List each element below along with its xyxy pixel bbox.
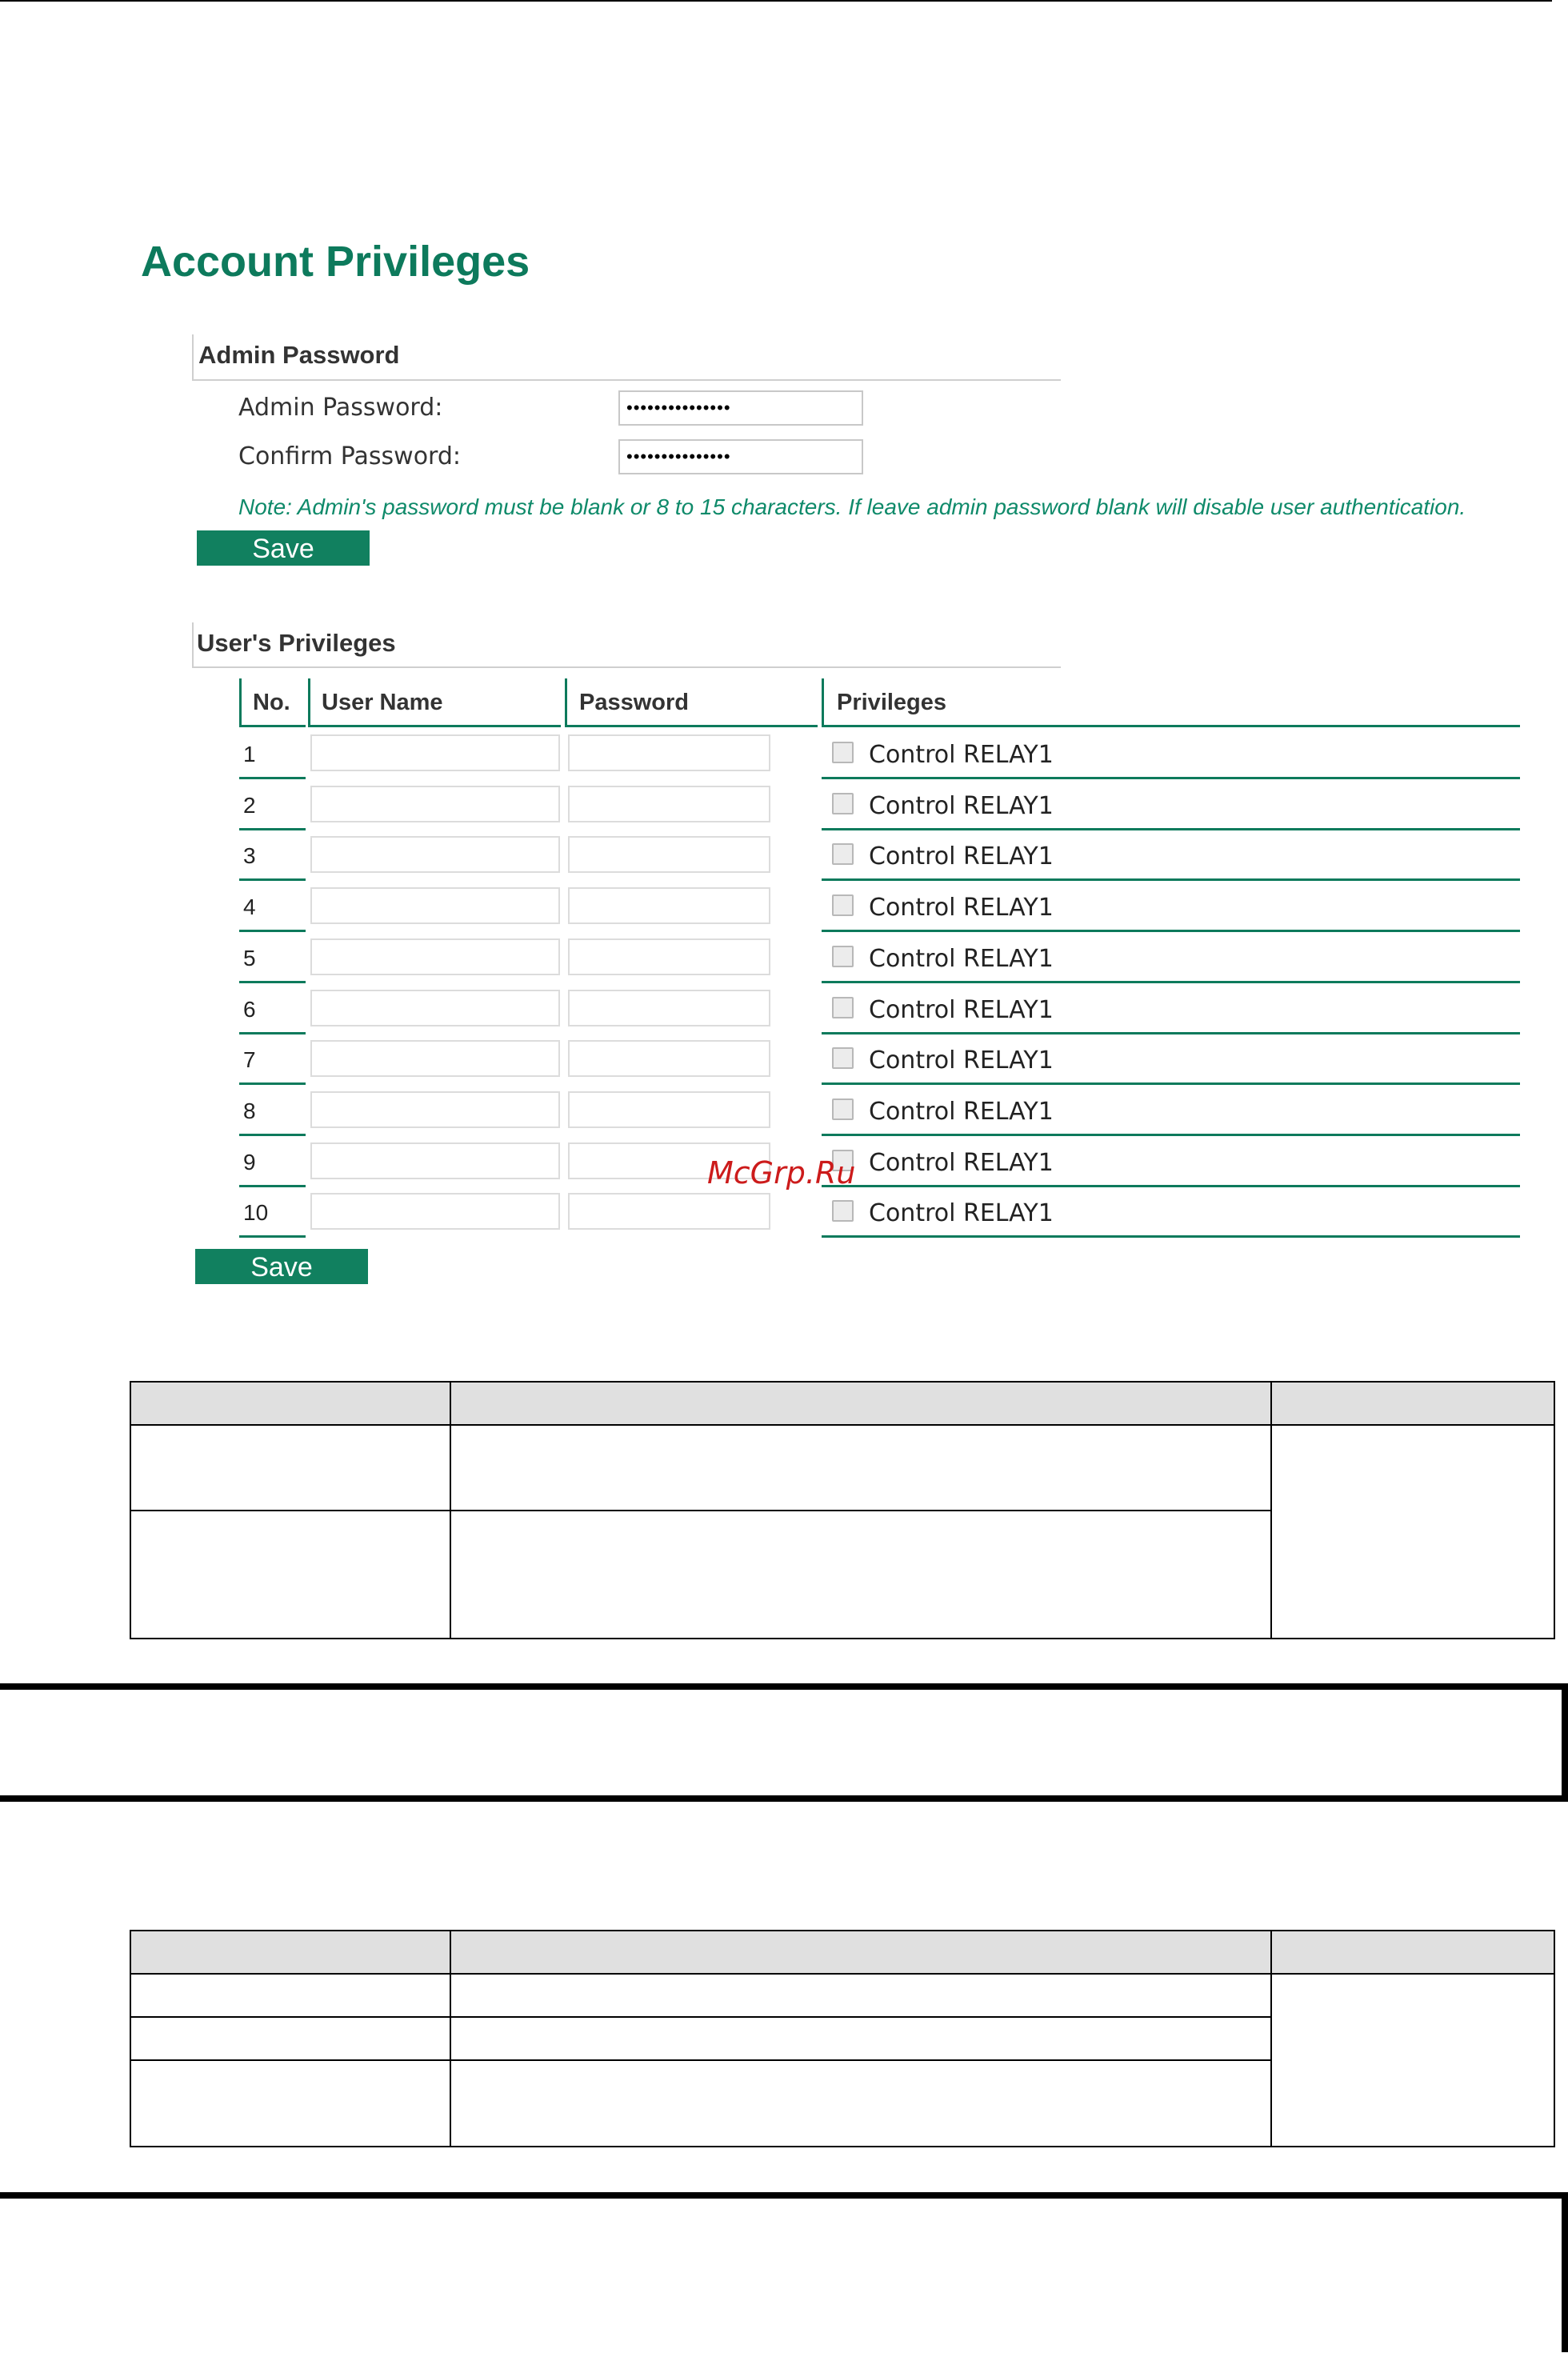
password-input[interactable] (568, 1091, 770, 1128)
privilege-label: Control RELAY1 (869, 944, 1054, 973)
username-input[interactable] (310, 734, 560, 771)
table-cell (130, 2017, 450, 2060)
row-underline-privileges (822, 1134, 1520, 1136)
header-underline-username (308, 725, 561, 727)
password-input[interactable] (568, 786, 770, 822)
document-table-1 (130, 1381, 1555, 1639)
row-underline-privileges (822, 878, 1520, 881)
admin-section-divider (192, 379, 1061, 381)
row-underline-no (239, 1032, 306, 1034)
table-cell (1271, 1931, 1554, 1974)
table-cell (450, 1425, 1271, 1511)
username-input[interactable] (310, 786, 560, 822)
row-number: 1 (243, 742, 256, 766)
header-underline-privileges (822, 725, 1520, 727)
row-underline-no (239, 1082, 306, 1085)
table-cell (130, 2060, 450, 2147)
control-relay-checkbox[interactable] (832, 1098, 854, 1120)
row-underline-privileges (822, 1082, 1520, 1085)
row-underline-no (239, 777, 306, 779)
header-underline-no (239, 725, 306, 727)
admin-save-button[interactable]: Save (197, 530, 370, 566)
watermark: McGrp.Ru (707, 1155, 856, 1191)
header-sep-2 (308, 678, 310, 726)
password-input[interactable] (568, 887, 770, 924)
privilege-label: Control RELAY1 (869, 894, 1054, 922)
row-number: 7 (243, 1047, 256, 1073)
table-cell (450, 1511, 1271, 1639)
row-number: 6 (243, 996, 256, 1022)
control-relay-checkbox[interactable] (832, 997, 854, 1018)
row-underline-no (239, 1235, 306, 1238)
password-input[interactable] (568, 734, 770, 771)
control-relay-checkbox[interactable] (832, 793, 854, 814)
table-cell (130, 1931, 450, 1974)
privilege-label: Control RELAY1 (869, 1097, 1054, 1126)
admin-section-heading: Admin Password (198, 341, 400, 369)
note-box-1 (0, 1683, 1568, 1802)
control-relay-checkbox[interactable] (832, 742, 854, 763)
username-input[interactable] (310, 1091, 560, 1128)
username-input[interactable] (310, 990, 560, 1026)
username-input[interactable] (310, 938, 560, 975)
row-underline-privileges (822, 930, 1520, 932)
password-input[interactable] (568, 1040, 770, 1077)
username-input[interactable] (310, 836, 560, 873)
row-underline-no (239, 1134, 306, 1136)
control-relay-checkbox[interactable] (832, 1200, 854, 1222)
control-relay-checkbox[interactable] (832, 894, 854, 916)
table-cell (450, 2060, 1271, 2147)
table-row (130, 1425, 1554, 1511)
note-box-2 (0, 2192, 1568, 2352)
privilege-label: Control RELAY1 (869, 1199, 1054, 1228)
username-input[interactable] (310, 887, 560, 924)
table-cell (450, 1931, 1271, 1974)
users-section-border (192, 622, 194, 668)
page-title: Account Privileges (141, 238, 530, 286)
table-cell (1271, 1974, 1554, 2147)
privilege-label: Control RELAY1 (869, 741, 1054, 769)
column-header-password: Password (579, 690, 689, 715)
password-input[interactable] (568, 836, 770, 873)
password-input[interactable] (568, 938, 770, 975)
users-save-button[interactable]: Save (195, 1249, 368, 1284)
header-underline-password (565, 725, 818, 727)
row-underline-no (239, 828, 306, 830)
table-row (130, 1931, 1554, 1974)
row-underline-no (239, 1185, 306, 1187)
confirm-password-field[interactable]: ••••••••••••••• (618, 439, 863, 474)
control-relay-checkbox[interactable] (832, 843, 854, 865)
row-underline-privileges (822, 1235, 1520, 1238)
privilege-label: Control RELAY1 (869, 1148, 1054, 1177)
username-input[interactable] (310, 1193, 560, 1230)
row-underline-no (239, 930, 306, 932)
row-number: 10 (243, 1200, 269, 1226)
column-header-no: No. (253, 690, 290, 715)
admin-password-label: Admin Password: (238, 394, 443, 422)
admin-password-note: Note: Admin's password must be blank or 8 to 15 characters. If leave admin password blank will disable user authentication. (238, 494, 1466, 519)
column-header-privileges: Privileges (837, 690, 947, 715)
admin-section-border (192, 334, 194, 381)
confirm-password-label: Confirm Password: (238, 442, 462, 470)
header-sep-1 (239, 678, 242, 726)
row-number: 8 (243, 1098, 256, 1123)
row-underline-no (239, 981, 306, 983)
row-underline-no (239, 878, 306, 881)
row-number: 2 (243, 792, 256, 818)
privilege-label: Control RELAY1 (869, 1046, 1054, 1075)
table-cell (130, 1974, 450, 2017)
header-sep-3 (565, 678, 567, 726)
row-number: 5 (243, 945, 256, 970)
row-underline-privileges (822, 777, 1520, 779)
privilege-label: Control RELAY1 (869, 995, 1054, 1024)
control-relay-checkbox[interactable] (832, 946, 854, 967)
row-underline-privileges (822, 1185, 1520, 1187)
control-relay-checkbox[interactable] (832, 1047, 854, 1069)
table-cell (1271, 1382, 1554, 1425)
table-row (130, 1382, 1554, 1425)
row-number: 9 (243, 1149, 256, 1174)
row-number: 4 (243, 894, 256, 920)
row-underline-privileges (822, 828, 1520, 830)
admin-password-field[interactable]: ••••••••••••••• (618, 390, 863, 426)
row-number: 3 (243, 843, 256, 869)
privilege-label: Control RELAY1 (869, 791, 1054, 820)
header-sep-4 (822, 678, 824, 726)
table-cell (450, 2017, 1271, 2060)
table-cell (130, 1511, 450, 1639)
table-cell (130, 1382, 450, 1425)
document-table-2 (130, 1930, 1555, 2147)
table-cell (130, 1425, 450, 1511)
page-top-rule (0, 0, 1552, 2)
column-header-username: User Name (322, 690, 443, 715)
users-section-heading: User's Privileges (197, 629, 396, 657)
privilege-label: Control RELAY1 (869, 842, 1054, 871)
row-underline-privileges (822, 981, 1520, 983)
password-input[interactable] (568, 990, 770, 1026)
table-row (130, 1974, 1554, 2017)
users-section-divider (192, 666, 1061, 668)
password-input[interactable] (568, 1193, 770, 1230)
table-cell (450, 1382, 1271, 1425)
username-input[interactable] (310, 1040, 560, 1077)
table-cell (450, 1974, 1271, 2017)
row-underline-privileges (822, 1032, 1520, 1034)
table-cell (1271, 1425, 1554, 1639)
username-input[interactable] (310, 1142, 560, 1179)
